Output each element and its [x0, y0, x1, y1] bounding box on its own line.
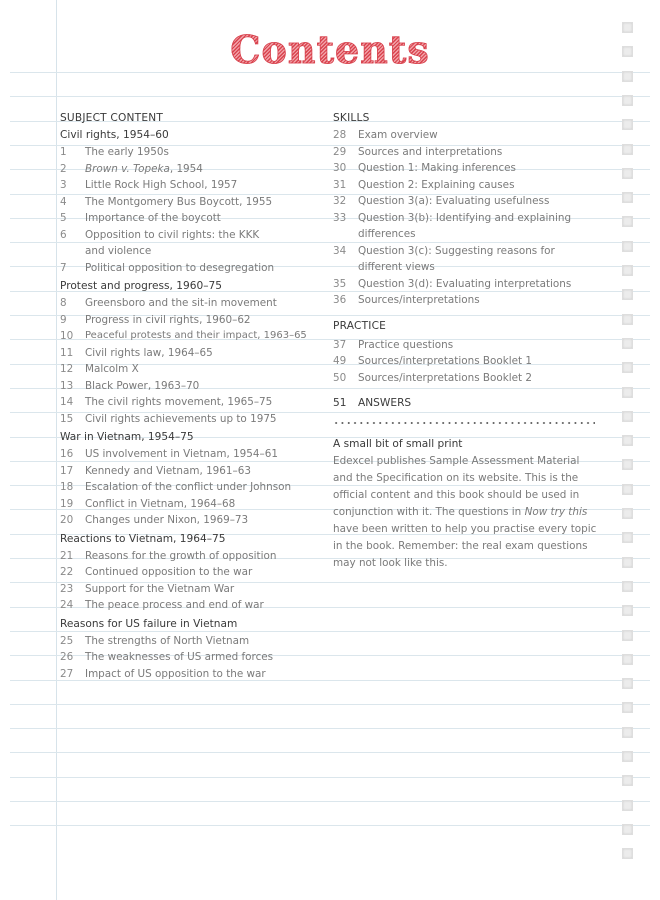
page-number: 32 — [333, 195, 347, 207]
toc-entry[interactable] — [60, 548, 322, 565]
toc-entry[interactable] — [60, 177, 322, 194]
page-number: 6 — [60, 228, 67, 241]
toc-entry[interactable] — [60, 312, 322, 329]
toc-entry[interactable] — [333, 276, 598, 293]
toc-entry[interactable] — [60, 463, 322, 480]
checkbox-icon[interactable] — [622, 411, 633, 422]
entry-label: Civil rights achievements up to 1975 — [85, 412, 277, 425]
page-number: 49 — [333, 355, 347, 367]
practice-heading: PRACTICE — [333, 319, 387, 332]
checkbox-icon[interactable] — [622, 654, 633, 665]
entry-label: The strengths of North Vietnam — [85, 634, 250, 647]
page-number: 12 — [60, 363, 74, 375]
entry-label: Support for the Vietnam War — [85, 582, 235, 595]
page-number: 18 — [60, 481, 74, 493]
skills-practice-column — [333, 110, 598, 572]
checkbox-icon[interactable] — [622, 241, 633, 252]
page-number: 24 — [60, 599, 74, 611]
entry-label: Progress in civil rights, 1960–62 — [85, 313, 251, 326]
checkbox-icon[interactable] — [622, 775, 633, 786]
page-number: 22 — [60, 566, 74, 578]
checkbox-icon[interactable] — [622, 508, 633, 519]
toc-entry[interactable] — [60, 633, 322, 650]
toc-entry[interactable] — [333, 160, 598, 177]
toc-entry[interactable] — [333, 177, 598, 194]
checkbox-icon[interactable] — [622, 216, 633, 227]
entry-label: US involvement in Vietnam, 1954–61 — [85, 448, 278, 460]
page-number: 36 — [333, 294, 347, 306]
entry-label: Peaceful protests and their impact, 1963–65 — [85, 330, 307, 341]
entry-label: Opposition to civil rights: the KKK and violence — [85, 228, 260, 257]
ruled-line — [10, 728, 650, 729]
entry-label: Sources/interpretations Booklet 1 — [358, 355, 533, 367]
ruled-line — [10, 801, 650, 802]
toc-entry[interactable] — [60, 227, 322, 260]
toc-entry[interactable] — [333, 193, 598, 210]
entry-label: Question 3(a): Evaluating usefulness — [358, 195, 550, 207]
checkbox-icon[interactable] — [622, 484, 633, 495]
entry-label: Question 2: Explaining causes — [358, 178, 515, 191]
page-number: 30 — [333, 162, 347, 174]
page-number: 35 — [333, 277, 347, 290]
toc-entry[interactable] — [333, 144, 598, 161]
page-number: 20 — [60, 514, 74, 526]
checkbox-icon[interactable] — [622, 532, 633, 543]
checkbox-icon[interactable] — [622, 95, 633, 106]
page-number: 25 — [60, 634, 74, 647]
subject-content-heading: SUBJECT CONTENT — [60, 112, 164, 124]
checkbox-icon[interactable] — [622, 751, 633, 762]
entry-label: The peace process and end of war — [85, 599, 264, 611]
page-number: 31 — [333, 178, 347, 191]
checkbox-icon[interactable] — [622, 800, 633, 811]
skills-heading: SKILLS — [333, 112, 370, 124]
checkbox-icon[interactable] — [622, 435, 633, 446]
dotted-divider — [333, 422, 595, 424]
ruled-line — [10, 752, 650, 753]
checkbox-icon[interactable] — [622, 678, 633, 689]
entry-label: Greensboro and the sit-in movement — [85, 297, 277, 309]
toc-entry[interactable] — [333, 292, 598, 309]
entry-label: Kennedy and Vietnam, 1961–63 — [85, 464, 251, 477]
entry-label: Brown v. Topeka, 1954 — [85, 162, 203, 175]
page-number: 2 — [60, 162, 67, 175]
page-number: 19 — [60, 497, 74, 510]
page-number: 3 — [60, 179, 67, 191]
page-number: 14 — [60, 396, 74, 408]
toc-entry[interactable] — [333, 370, 598, 387]
entry-label: Sources/interpretations — [358, 294, 480, 306]
page-number: 11 — [60, 346, 74, 359]
checkbox-icon[interactable] — [622, 71, 633, 82]
entry-label: Reasons for the growth of opposition — [85, 549, 277, 562]
page-number: 50 — [333, 371, 347, 384]
toc-entry[interactable] — [333, 243, 598, 276]
page-number: 7 — [60, 261, 67, 274]
entry-label: Impact of US opposition to the war — [85, 667, 266, 680]
section-title: Reasons for US failure in Vietnam — [60, 617, 238, 630]
page-number: 5 — [60, 212, 67, 224]
toc-entry[interactable] — [60, 411, 322, 428]
toc-entry[interactable] — [60, 194, 322, 211]
section-title: Protest and progress, 1960–75 — [60, 280, 223, 292]
toc-entry[interactable] — [333, 337, 598, 354]
entry-label: Conflict in Vietnam, 1964–68 — [85, 497, 236, 510]
checkbox-icon[interactable] — [622, 168, 633, 179]
entry-label: Question 3(c): Suggesting reasons for different views — [358, 244, 555, 273]
page-number: 51 — [333, 397, 347, 409]
toc-entry-answers[interactable] — [333, 395, 598, 412]
entry-label: Importance of the boycott — [85, 212, 221, 224]
ruled-line — [10, 704, 650, 705]
toc-entry[interactable] — [60, 512, 322, 529]
page-number: 13 — [60, 379, 74, 392]
checkbox-icon[interactable] — [622, 338, 633, 349]
checkbox-icon[interactable] — [622, 289, 633, 300]
page-number: 27 — [60, 667, 74, 680]
entry-label: Sources and interpretations — [358, 145, 503, 158]
section-title: Civil rights, 1954–60 — [60, 129, 169, 141]
page-number: 23 — [60, 582, 74, 595]
entry-label: Escalation of the conflict under Johnson — [85, 481, 292, 493]
toc-entry[interactable] — [60, 144, 322, 161]
ruled-line — [10, 72, 650, 73]
page-number: 34 — [333, 244, 347, 257]
entry-label: Malcolm X — [85, 363, 139, 375]
toc-entry[interactable] — [60, 597, 322, 614]
toc-entry[interactable] — [60, 295, 322, 312]
page-number: 1 — [60, 146, 67, 158]
toc-entry[interactable] — [60, 446, 322, 463]
section-title: War in Vietnam, 1954–75 — [60, 431, 194, 443]
toc-entry[interactable] — [60, 479, 322, 496]
entry-label: Black Power, 1963–70 — [85, 379, 200, 392]
page-number: 33 — [333, 211, 347, 224]
checkbox-icon[interactable] — [622, 557, 633, 568]
checkbox-icon[interactable] — [622, 144, 633, 155]
toc-entry[interactable] — [333, 353, 598, 370]
entry-label: Practice questions — [358, 338, 454, 351]
checkbox-icon[interactable] — [622, 387, 633, 398]
page-number: 9 — [60, 313, 67, 326]
entry-label: The Montgomery Bus Boycott, 1955 — [85, 195, 273, 208]
margin-line — [56, 0, 57, 900]
page-number: 4 — [60, 195, 67, 208]
checkbox-icon[interactable] — [622, 362, 633, 373]
entry-label: The weaknesses of US armed forces — [85, 651, 274, 663]
entry-label: Question 1: Making inferences — [358, 162, 516, 174]
entry-label: The early 1950s — [85, 146, 169, 158]
entry-label: Little Rock High School, 1957 — [85, 179, 238, 191]
page-number: 17 — [60, 464, 74, 477]
toc-entry[interactable] — [60, 260, 322, 277]
checkbox-icon[interactable] — [622, 192, 633, 203]
toc-entry[interactable] — [60, 328, 322, 345]
entry-label: Question 3(d): Evaluating interpretations — [358, 277, 572, 290]
checkbox-icon[interactable] — [622, 459, 633, 470]
toc-entry[interactable] — [60, 666, 322, 683]
toc-entry[interactable] — [60, 581, 322, 598]
entry-label: Sources/interpretations Booklet 2 — [358, 371, 533, 384]
entry-label: Continued opposition to the war — [85, 566, 253, 578]
toc-entry[interactable] — [60, 394, 322, 411]
checkbox-icon[interactable] — [622, 605, 633, 616]
entry-label: Changes under Nixon, 1969–73 — [85, 514, 249, 526]
checkbox-icon[interactable] — [622, 119, 633, 130]
toc-entry[interactable] — [60, 649, 322, 666]
toc-entry[interactable] — [60, 378, 322, 395]
small-print-heading: A small bit of small print — [333, 438, 463, 450]
checkbox-icon[interactable] — [622, 630, 633, 641]
entry-label: Civil rights law, 1964–65 — [85, 346, 213, 359]
checkbox-icon[interactable] — [622, 265, 633, 276]
checkbox-icon[interactable] — [622, 824, 633, 835]
page-number: 28 — [333, 129, 347, 141]
page-number: 26 — [60, 651, 74, 663]
checkbox-icon[interactable] — [622, 727, 633, 738]
toc-entry[interactable] — [60, 496, 322, 513]
page-title: Contents — [0, 30, 660, 70]
section-title: Reactions to Vietnam, 1964–75 — [60, 532, 226, 545]
toc-entry[interactable] — [60, 564, 322, 581]
page-number: 8 — [60, 297, 67, 309]
entry-label: Question 3(b): Identifying and explaining differences — [358, 211, 572, 240]
entry-label: The civil rights movement, 1965–75 — [85, 396, 273, 408]
page-number: 16 — [60, 448, 74, 460]
entry-label: Exam overview — [358, 129, 438, 141]
checkbox-icon[interactable] — [622, 848, 633, 859]
toc-entry[interactable] — [333, 127, 598, 144]
ruled-line — [10, 777, 650, 778]
page-number: 15 — [60, 412, 74, 425]
page-number: 21 — [60, 549, 74, 562]
ruled-line — [10, 825, 650, 826]
small-print-body: Edexcel publishes Sample Assessment Material and the Specification on its website. This is the official content and this book should be used in conjunction with it. The questions in Now try this have been written to help you practise every topic in the book. Remember: the real exam questions may not look like this. — [333, 455, 597, 569]
subject-content-column — [60, 110, 322, 682]
ruled-line — [10, 96, 650, 97]
toc-entry[interactable] — [60, 161, 322, 178]
page-number: 10 — [60, 330, 74, 342]
toc-entry[interactable] — [60, 345, 322, 362]
entry-label: ANSWERS — [358, 397, 412, 409]
entry-label: Political opposition to desegregation — [85, 261, 275, 274]
page-number: 37 — [333, 338, 347, 351]
page-number: 29 — [333, 145, 347, 158]
checkbox-icon[interactable] — [622, 314, 633, 325]
toc-entry[interactable] — [333, 210, 598, 243]
toc-entry[interactable] — [60, 210, 322, 227]
checkbox-icon[interactable] — [622, 581, 633, 592]
toc-entry[interactable] — [60, 361, 322, 378]
checkbox-icon[interactable] — [622, 702, 633, 713]
